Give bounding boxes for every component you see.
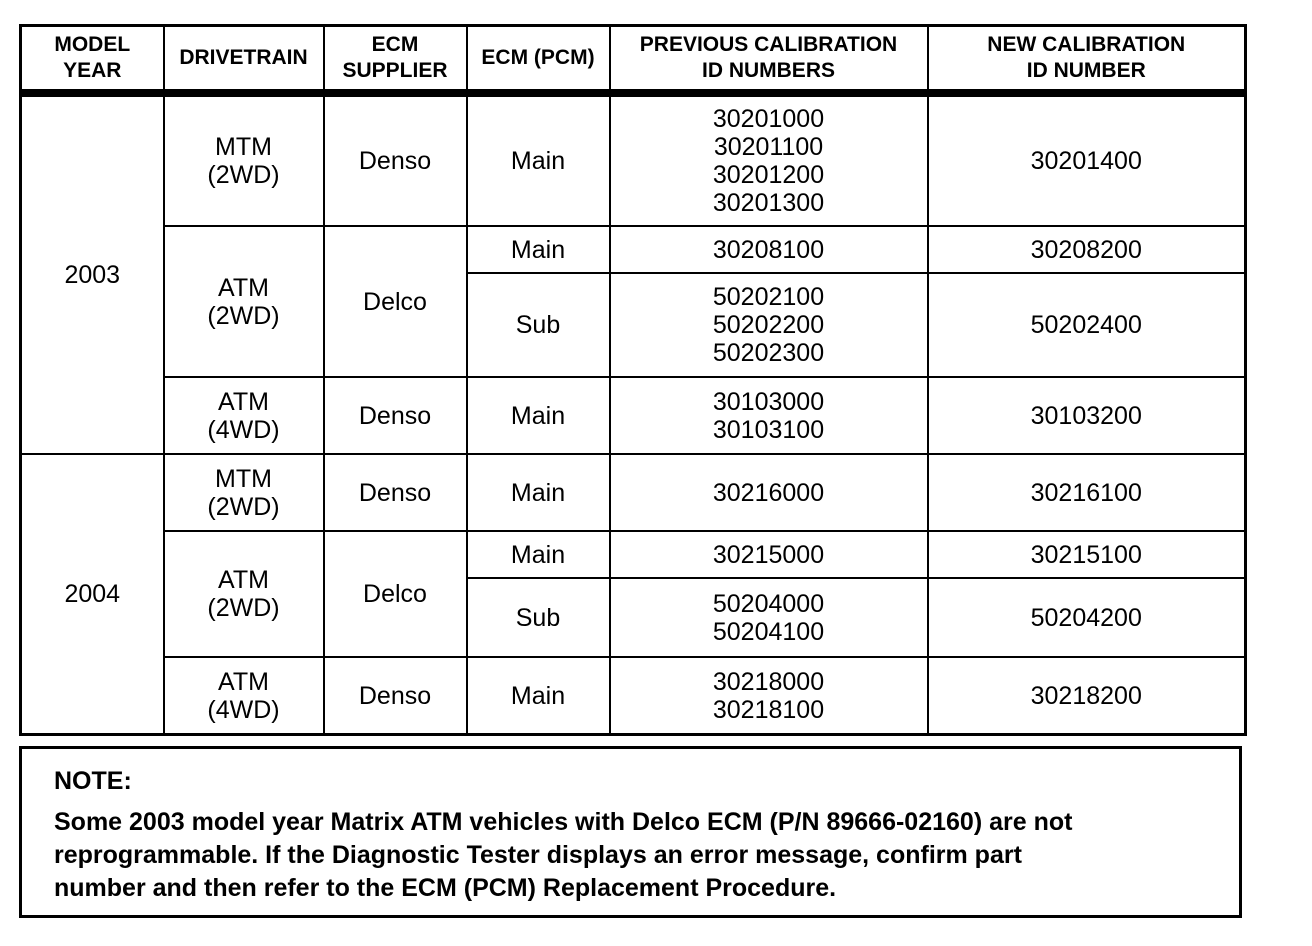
previous-id: 30201100 bbox=[713, 133, 824, 162]
drivetrain-line: ATM bbox=[218, 566, 269, 595]
previous-id: 30208100 bbox=[712, 235, 825, 264]
drivetrain-cell bbox=[164, 454, 324, 531]
header-line: DRIVETRAIN bbox=[179, 46, 308, 69]
ecm-cell: Main bbox=[467, 377, 610, 454]
drivetrain-line: MTM bbox=[215, 133, 272, 162]
new-id-cell: 30215100 bbox=[928, 531, 1246, 578]
previous-id: 50204100 bbox=[712, 617, 825, 646]
previous-id: 30103100 bbox=[712, 415, 825, 444]
supplier-cell: Denso bbox=[324, 377, 467, 454]
table-row bbox=[21, 454, 1246, 531]
drivetrain-line: (2WD) bbox=[207, 301, 280, 330]
new-id-cell: 50204200 bbox=[928, 578, 1246, 657]
table-row bbox=[21, 93, 1246, 226]
header-line: ID NUMBERS bbox=[701, 59, 835, 82]
drivetrain-line: ATM bbox=[218, 273, 269, 302]
drivetrain-line: ATM bbox=[218, 387, 269, 416]
ecm-cell: Main bbox=[467, 531, 610, 578]
previous-id-cell bbox=[610, 454, 928, 531]
header-line: ID NUMBER bbox=[1026, 59, 1146, 82]
ecm-cell: Sub bbox=[467, 273, 610, 377]
note-line: reprogrammable. If the Diagnostic Tester displays an error message, confirm part bbox=[54, 841, 1022, 869]
drivetrain-line: ATM bbox=[218, 667, 269, 696]
drivetrain-cell bbox=[164, 531, 324, 657]
ecm-cell: Main bbox=[467, 657, 610, 734]
previous-id: 30215000 bbox=[712, 540, 825, 569]
ecm-cell: Main bbox=[467, 226, 610, 273]
table-row bbox=[21, 657, 1246, 734]
previous-id-cell bbox=[610, 226, 928, 273]
drivetrain-line: (2WD) bbox=[207, 594, 280, 623]
drivetrain-line: (2WD) bbox=[207, 161, 280, 190]
previous-id: 30218000 bbox=[712, 667, 825, 696]
header-ecm-pcm bbox=[467, 26, 610, 94]
ecm-cell: Main bbox=[467, 454, 610, 531]
drivetrain-line: MTM bbox=[215, 464, 272, 493]
header-new-calibration bbox=[928, 26, 1246, 94]
header-line: ECM bbox=[371, 33, 419, 56]
drivetrain-cell bbox=[164, 226, 324, 377]
note-heading: NOTE: bbox=[54, 767, 132, 795]
supplier-cell: Denso bbox=[324, 454, 467, 531]
supplier-cell: Denso bbox=[324, 93, 467, 226]
previous-id: 30201000 bbox=[712, 105, 825, 134]
header-line: NEW CALIBRATION bbox=[987, 33, 1186, 56]
note-line: Some 2003 model year Matrix ATM vehicles with Delco ECM (P/N 89666-02160) are not bbox=[54, 808, 1073, 836]
note-box bbox=[19, 746, 1242, 918]
header-line: MODEL bbox=[54, 33, 131, 56]
header-line: YEAR bbox=[63, 59, 122, 82]
supplier-cell: Delco bbox=[324, 531, 467, 657]
previous-id-cell bbox=[610, 93, 928, 226]
supplier-cell: Delco bbox=[324, 226, 467, 377]
previous-id: 30103000 bbox=[712, 387, 825, 416]
header-line: ECM (PCM) bbox=[481, 46, 595, 69]
new-id-cell: 30216100 bbox=[928, 454, 1246, 531]
drivetrain-cell bbox=[164, 93, 324, 226]
new-id-cell: 50202400 bbox=[928, 273, 1246, 377]
table-row bbox=[21, 226, 1246, 273]
calibration-table bbox=[19, 24, 1247, 736]
previous-id: 30216000 bbox=[712, 478, 825, 507]
note-line: number and then refer to the ECM (PCM) Replacement Procedure. bbox=[54, 874, 837, 902]
drivetrain-cell bbox=[164, 657, 324, 734]
header-row bbox=[21, 26, 1246, 94]
ecm-cell: Main bbox=[467, 93, 610, 226]
previous-id: 50202300 bbox=[712, 339, 825, 368]
previous-id: 30218100 bbox=[712, 695, 825, 724]
new-id-cell: 30201400 bbox=[928, 93, 1246, 226]
header-drivetrain bbox=[164, 26, 324, 94]
previous-id-cell bbox=[610, 578, 928, 657]
previous-id-cell bbox=[610, 531, 928, 578]
header-previous-calibration bbox=[610, 26, 928, 94]
header-line: PREVIOUS CALIBRATION bbox=[639, 33, 898, 56]
previous-id: 30201300 bbox=[712, 189, 825, 218]
drivetrain-line: (2WD) bbox=[207, 492, 280, 521]
new-id-cell: 30208200 bbox=[928, 226, 1246, 273]
previous-id: 50202100 bbox=[712, 283, 825, 312]
model-year-cell: 2004 bbox=[21, 454, 164, 734]
header-line: SUPPLIER bbox=[342, 59, 448, 82]
header-ecm-supplier bbox=[324, 26, 467, 94]
table-row bbox=[21, 531, 1246, 578]
previous-id: 50204000 bbox=[712, 589, 825, 618]
previous-id: 50202200 bbox=[712, 311, 825, 340]
header-model-year bbox=[21, 26, 164, 94]
previous-id-cell bbox=[610, 377, 928, 454]
drivetrain-line: (4WD) bbox=[207, 695, 280, 724]
new-id-cell: 30103200 bbox=[928, 377, 1246, 454]
ecm-cell: Sub bbox=[467, 578, 610, 657]
previous-id: 30201200 bbox=[712, 161, 825, 190]
supplier-cell: Denso bbox=[324, 657, 467, 734]
new-id-cell: 30218200 bbox=[928, 657, 1246, 734]
previous-id-cell bbox=[610, 657, 928, 734]
model-year-cell: 2003 bbox=[21, 93, 164, 454]
drivetrain-line: (4WD) bbox=[207, 415, 280, 444]
drivetrain-cell bbox=[164, 377, 324, 454]
table-row bbox=[21, 377, 1246, 454]
previous-id-cell bbox=[610, 273, 928, 377]
